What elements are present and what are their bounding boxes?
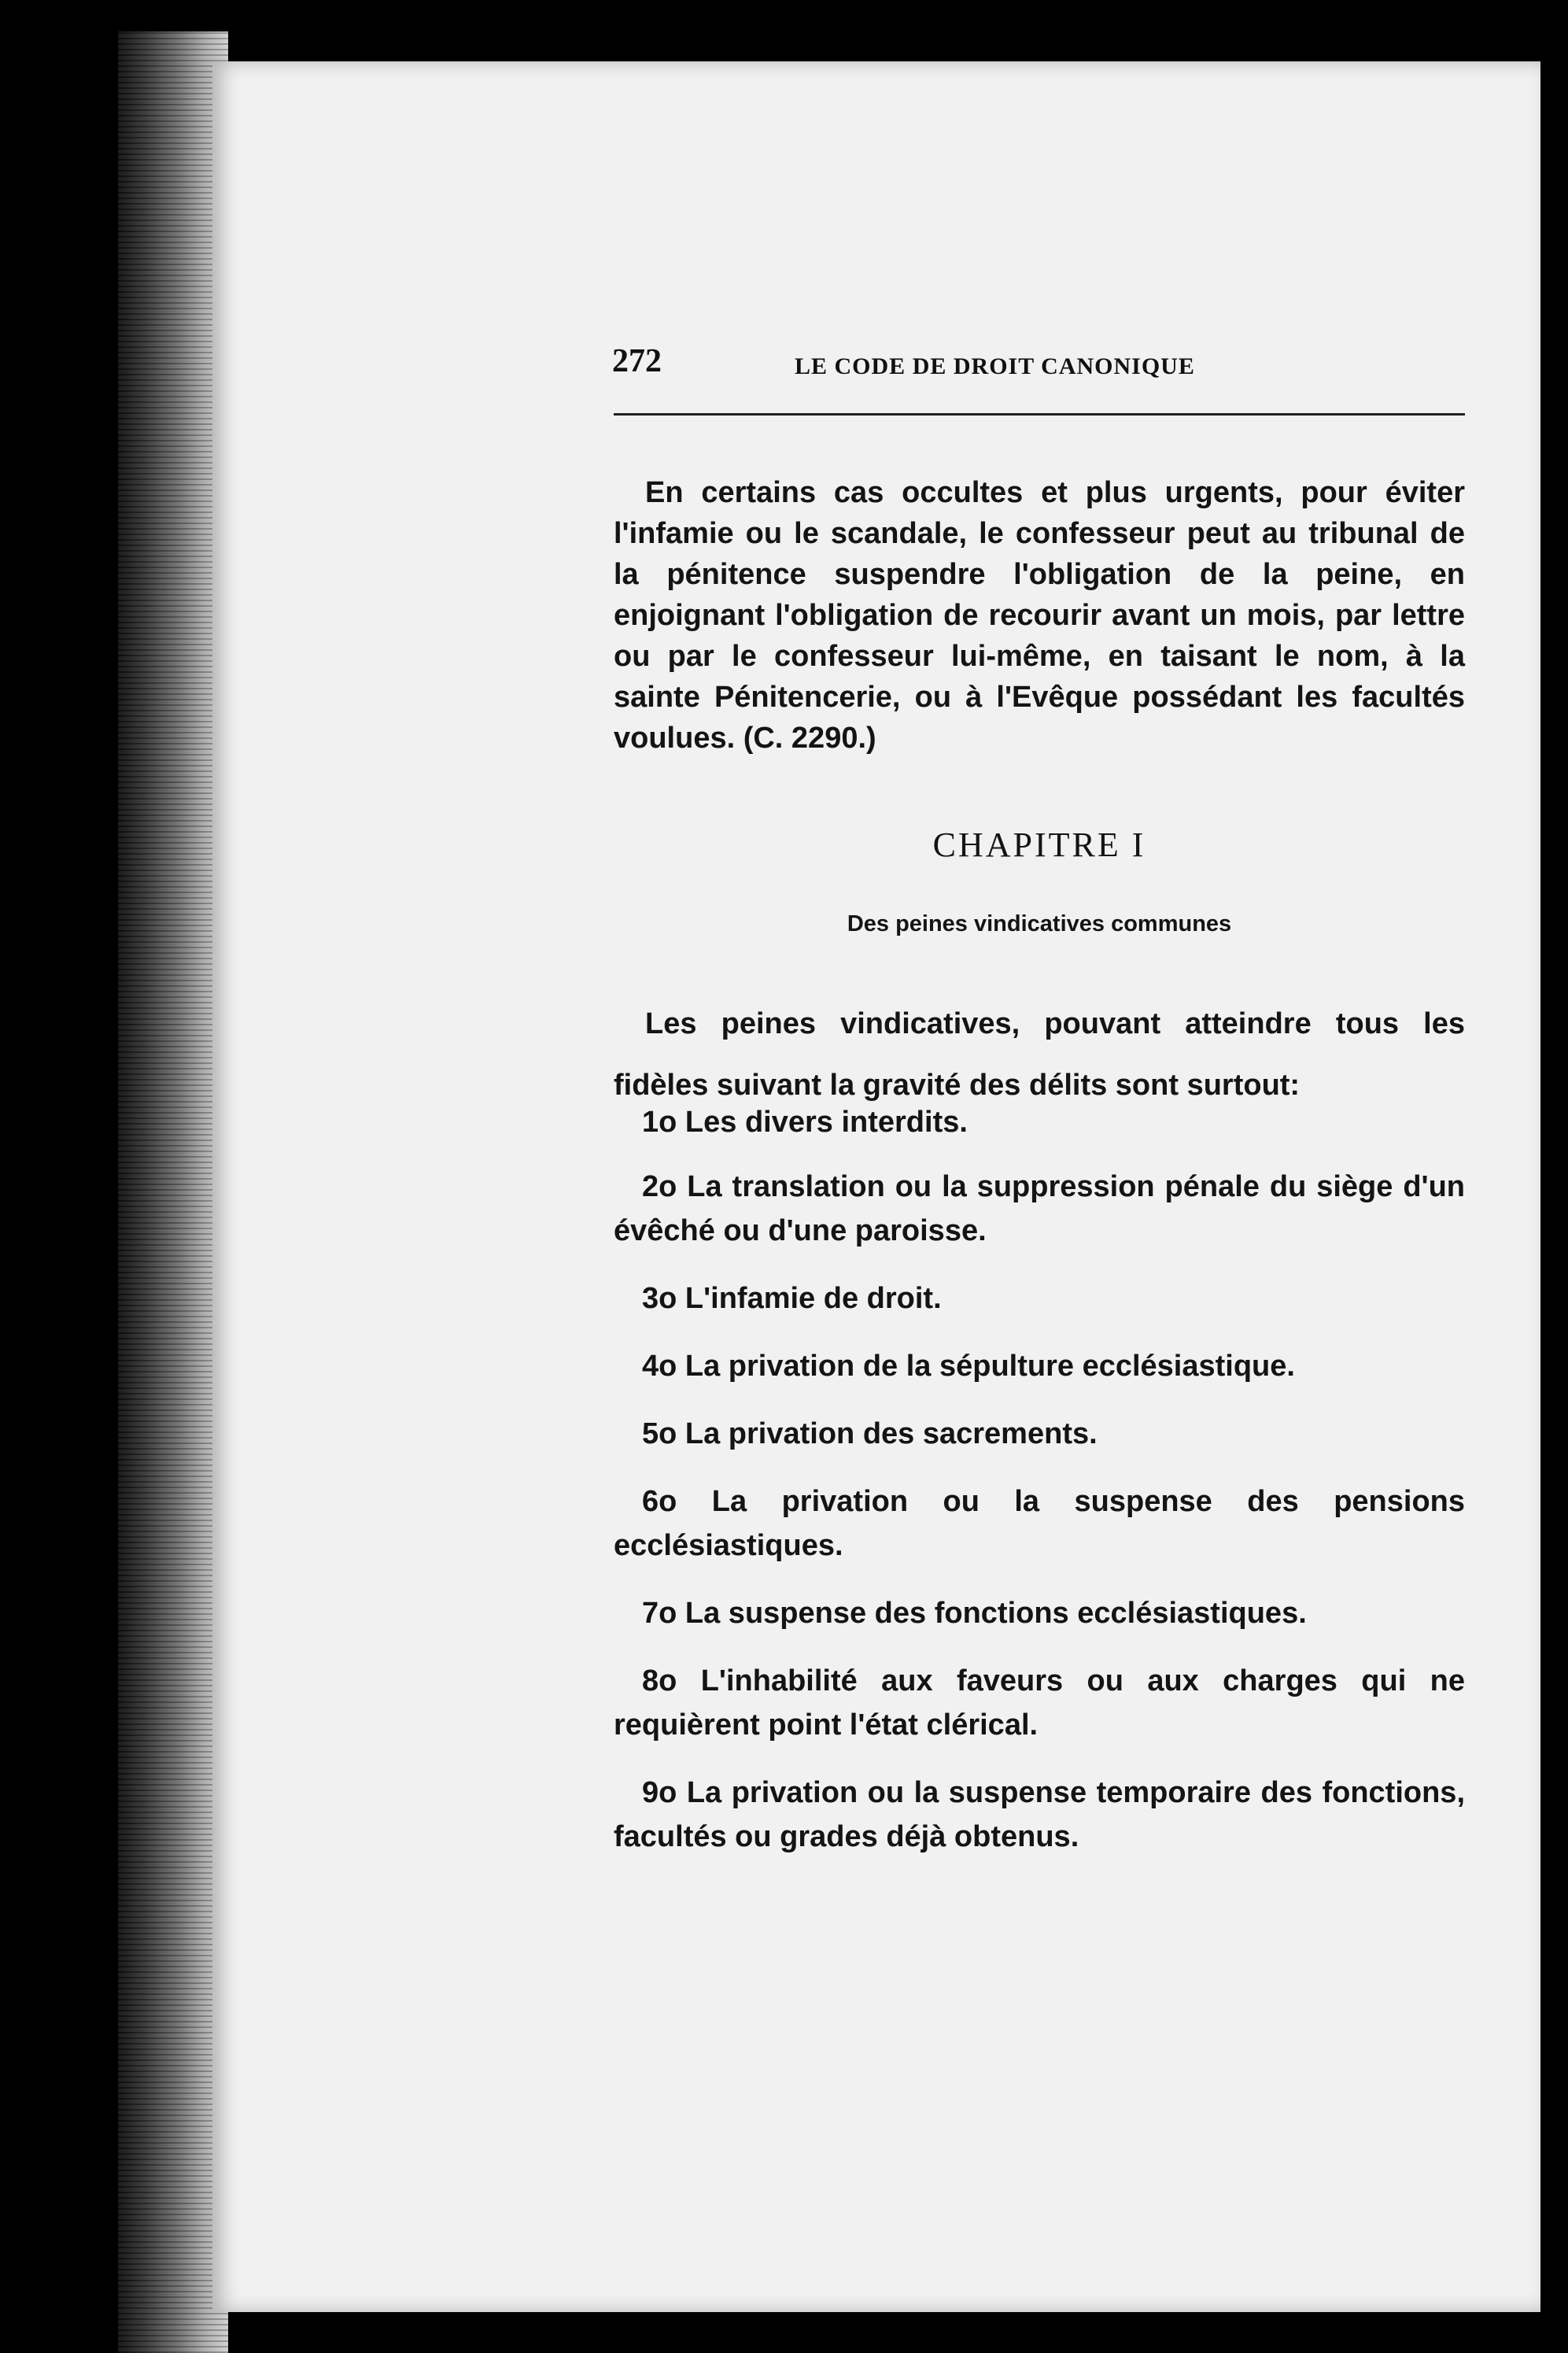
chapter-heading: CHAPITRE I xyxy=(932,826,1146,864)
list-item: 5o La privation des sacrements. xyxy=(642,1417,1098,1450)
running-header xyxy=(401,342,1465,386)
penalties-list xyxy=(614,1100,1465,1882)
header-rule xyxy=(614,413,1465,416)
book-binding-edge xyxy=(118,31,228,2353)
page-number: 272 xyxy=(612,343,662,379)
running-title: LE CODE DE DROIT CANONIQUE xyxy=(795,353,1195,379)
list-item: 1o Les divers interdits. xyxy=(642,1106,968,1139)
list-item: 6o La privation ou la suspense des pensions ecclésiastiques. xyxy=(614,1485,1465,1562)
lead-paragraph: Les peines vindicatives, pouvant atteindre tous les fidèles suivant la gravité des délits sont surtout: xyxy=(614,1007,1465,1102)
list-item: 4o La privation de la sépulture ecclésiastique. xyxy=(642,1350,1295,1383)
chapter-subtitle: Des peines vindicatives communes xyxy=(847,911,1232,936)
intro-paragraph: En certains cas occultes et plus urgents, pour éviter l'infamie ou le scandale, le confesseur peut au tribunal de la pénitence suspendre l'obligation de la peine, en enjoignant l'obligation de recourir avant un mois, par lettre ou par le confesseur lui-même, en taisant le nom, à la sainte Pénitencerie, ou à l'Evêque possédant les facultés voulues. (C. 2290.) xyxy=(614,476,1465,755)
list-item: 2o La translation ou la suppression pénale du siège d'un évêché ou d'une paroisse. xyxy=(614,1170,1465,1247)
list-item: 7o La suspense des fonctions ecclésiastiques. xyxy=(642,1597,1307,1630)
list-item: 3o L'infamie de droit. xyxy=(642,1282,942,1315)
list-item: 9o La privation ou la suspense temporaire des fonctions, facultés ou grades déjà obtenus. xyxy=(614,1776,1465,1853)
list-item: 8o L'inhabilité aux faveurs ou aux charges qui ne requièrent point l'état clérical. xyxy=(614,1664,1465,1742)
